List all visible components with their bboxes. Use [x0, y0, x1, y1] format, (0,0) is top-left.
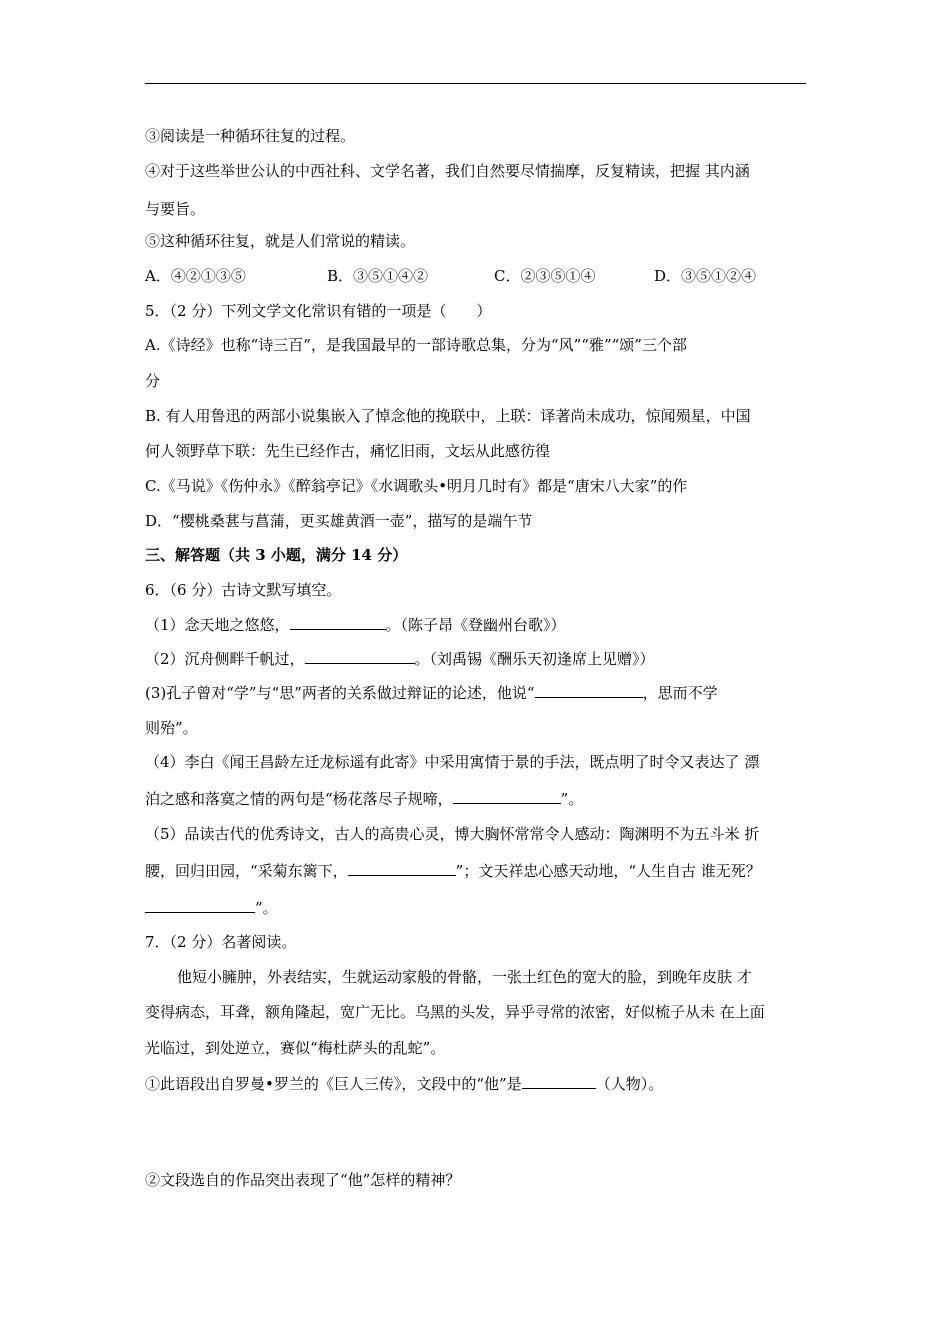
q5-option-b: B. 有人用鲁迅的两部小说集嵌入了悼念他的挽联中，上联：译著尚未成功，惊闻殒星，中国 [145, 407, 751, 425]
q4-item-5: ⑤这种循环往复，就是人们常说的精读。 [145, 232, 416, 250]
q4-option-d: D．③⑤①②④ [654, 267, 757, 285]
q6-blank-4[interactable] [453, 788, 561, 804]
q6-part-1-source: 。（陈子昂《登幽州台歌》） [385, 616, 566, 634]
q5-stem: 5．（2 分）下列文学文化常识有错的一项是（ ） [145, 302, 492, 320]
q6-part-5: （5）品读古代的优秀诗文，古人的高贵心灵，博大胸怀常常令人感动：陶渊明不为五斗米 折 [145, 825, 760, 843]
q7-passage-line-1: 他短小臃肿，外表结实，生就运动家般的骨骼，一张土红色的宽大的脸，到晚年皮肤 才 [177, 968, 752, 986]
q6-part-4-end: ”。 [560, 790, 584, 808]
q6-blank-3[interactable] [535, 682, 643, 698]
q7-passage-line-2: 变得病态，耳聋，额角隆起，宽广无比。乌黑的头发，异乎寻常的浓密，好似梳子从未 在上面 [145, 1003, 765, 1021]
q4-option-b: B．③⑤①④② [327, 267, 429, 285]
q6-stem: 6．（6 分）古诗文默写填空。 [145, 581, 342, 599]
q6-part-4-text: 泊之感和落寞之情的两句是“杨花落尽子规啼， [145, 790, 453, 808]
q6-part-3-text-end: ，思而不学 [642, 684, 718, 702]
q7-blank-1[interactable] [522, 1073, 596, 1089]
q6-part-2 [145, 648, 810, 669]
q6-part-5-line3 [145, 897, 810, 918]
q6-blank-6[interactable] [145, 897, 255, 913]
header-rule [145, 83, 806, 84]
q6-part-4-cont [145, 788, 810, 809]
q6-part-5-text: 腰，回归田园，“采菊东篱下， [145, 862, 348, 880]
q6-part-5-end: ”。 [255, 899, 278, 917]
q7-sub-2: ②文段选自的作品突出表现了“他”怎样的精神？ [145, 1171, 461, 1189]
q5-option-c: C.《马说》《伤仲永》《醉翁亭记》《水调歌头•明月几时有》都是“唐宋八大家”的作 [145, 477, 688, 495]
q4-option-a: A．④②①③⑤ [145, 267, 246, 285]
section-3-title: 三、解答题（共 3 小题，满分 14 分） [145, 546, 408, 564]
q6-part-1-text: （1）念天地之悠悠， [145, 616, 290, 634]
q7-sub-1-text: ①此语段出自罗曼•罗兰的《巨人三传》，文段中的“他”是 [145, 1075, 522, 1093]
q7-stem: 7．（2 分）名著阅读。 [145, 933, 297, 951]
q4-item-4-cont: 与要旨。 [145, 200, 206, 218]
q7-passage-line-3: 光临过，到处逆立，赛似“梅杜萨头的乱蛇”。 [145, 1039, 446, 1057]
q6-part-3-text: (3)孔子曾对“学”与“思”两者的关系做过辩证的论述，他说“ [145, 684, 535, 702]
q6-part-1 [145, 614, 810, 635]
q6-part-2-source: 。（刘禹锡《酬乐天初逢席上见赠》） [414, 650, 655, 668]
q6-blank-2[interactable] [305, 648, 415, 664]
q4-item-4: ④对于这些举世公认的中西社科、文学名著，我们自然要尽情揣摩，反复精读，把握 其内涵 [145, 162, 750, 180]
q4-options [145, 266, 810, 286]
q6-blank-5[interactable] [348, 860, 456, 876]
q6-part-3-cont: 则殆”。 [145, 719, 198, 737]
q6-blank-1[interactable] [290, 614, 386, 630]
q4-option-c: C．②③⑤①④ [494, 267, 596, 285]
q5-option-a-cont: 分 [145, 372, 161, 390]
q6-part-4: （4）李白《闻王昌龄左迁龙标遥有此寄》中采用寓情于景的手法，既点明了时令又表达了 漂 [145, 753, 760, 771]
q5-option-b-cont: 何人领野草下联：先生已经作古，痛忆旧雨，文坛从此感彷徨 [145, 442, 551, 460]
q5-option-d: D．“樱桃桑葚与菖蒲，更买雄黄酒一壶”，描写的是端午节 [145, 512, 533, 530]
q7-sub-1-end: （人物）。 [595, 1075, 664, 1093]
q5-option-a: A.《诗经》也称“诗三百”，是我国最早的一部诗歌总集，分为“风”“雅”“颂”三个部 [145, 336, 687, 354]
q6-part-5-cont [145, 860, 810, 881]
q4-item-3: ③阅读是一种循环往复的过程。 [145, 127, 356, 145]
q6-part-3 [145, 682, 810, 703]
q6-part-2-text: （2）沉舟侧畔千帆过， [145, 650, 305, 668]
q6-part-5-text-end: ”；文天祥忠心感天动地，“人生自古 谁无死？ [455, 862, 761, 880]
q7-sub-1 [145, 1073, 810, 1094]
